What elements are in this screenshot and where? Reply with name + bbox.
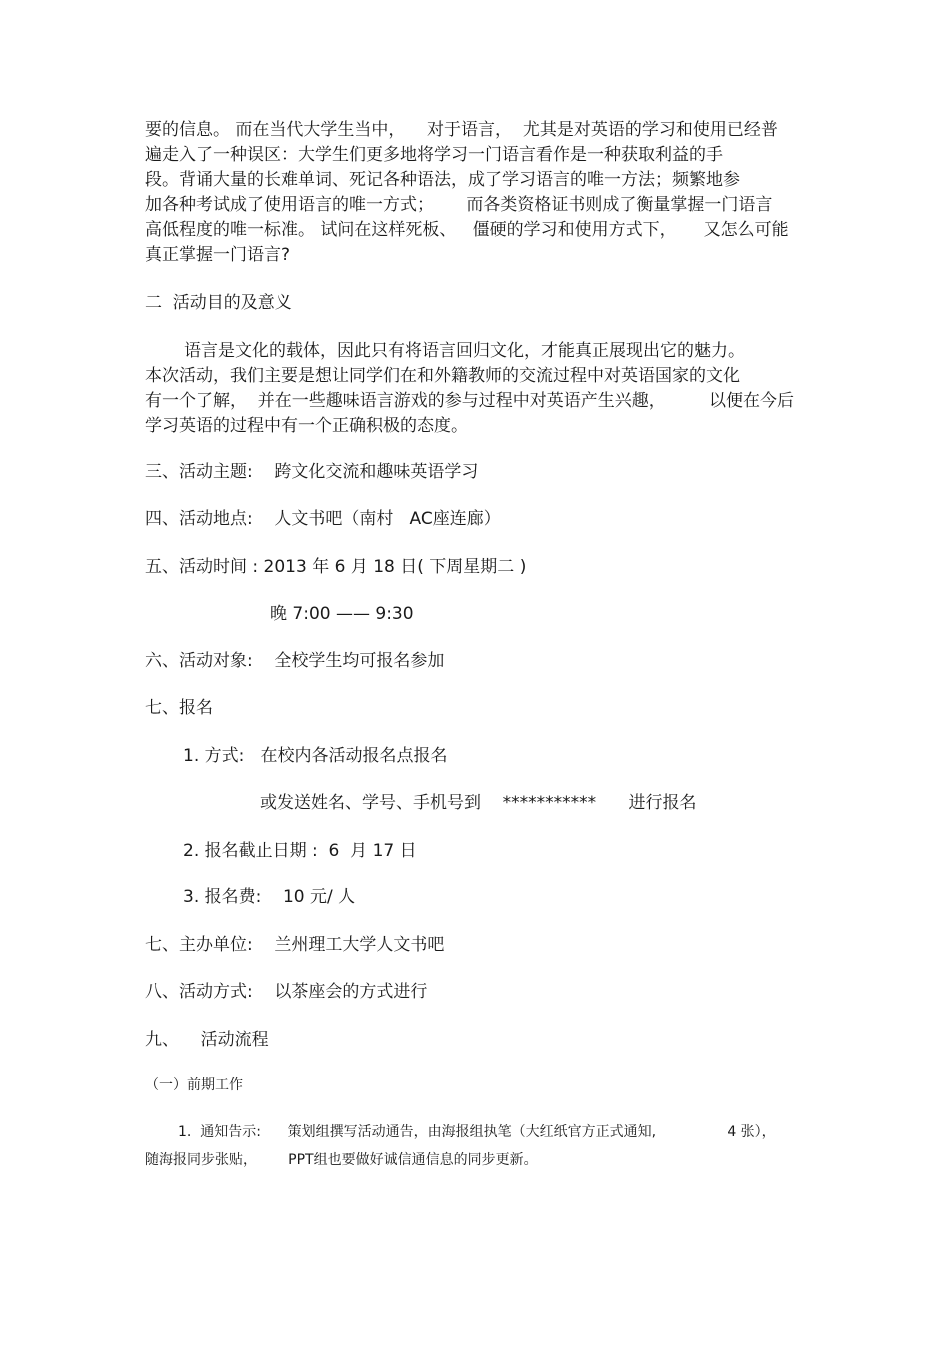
prep-heading: （一）前期工作 [145, 1077, 243, 1093]
item-process: 九、 活动流程 [145, 1030, 269, 1050]
signup-method: 1. 方式: 在校内各活动报名点报名 [183, 746, 448, 766]
intro-line-6: 真正掌握一门语言? [145, 245, 291, 265]
section2-heading: 二 活动目的及意义 [145, 293, 292, 313]
item-time: 晚 7:00 —— 9:30 [270, 604, 414, 624]
item-location: 四、活动地点: 人文书吧（南村 AC座连廊） [145, 509, 501, 529]
prep-line-2: 随海报同步张贴， PPT组也要做好诚信通信息的同步更新。 [145, 1152, 538, 1168]
section2-line-4: 学习英语的过程中有一个正确积极的态度。 [145, 416, 468, 436]
section2-line-1: 语言是文化的载体，因此只有将语言回归文化，才能真正展现出它的魅力。 [184, 341, 745, 361]
item-theme: 三、活动主题: 跨文化交流和趣味英语学习 [145, 462, 479, 482]
intro-line-4: 加各种考试成了使用语言的唯一方式； 而各类资格证书则成了衡量掌握一门语言 [145, 195, 773, 215]
signup-deadline: 2. 报名截止日期 : 6 月 17 日 [183, 841, 417, 861]
signup-fee: 3. 报名费: 10 元/ 人 [183, 887, 356, 907]
section2-line-3: 有一个了解， 并在一些趣味语言游戏的参与过程中对英语产生兴趣， 以便在今后 [145, 391, 795, 411]
prep-line-1: 1. 通知告示: 策划组撰写活动通告，由海报组执笔（大红纸官方正式通知, 4 张）， [178, 1124, 776, 1140]
intro-line-3: 段。背诵大量的长难单词、死记各种语法，成了学习语言的唯一方法；频繁地参 [145, 170, 740, 190]
intro-line-5: 高低程度的唯一标准。 试问在这样死板、 僵硬的学习和使用方式下， 又怎么可能 [145, 220, 789, 240]
item-audience: 六、活动对象: 全校学生均可报名参加 [145, 651, 445, 671]
intro-line-1: 要的信息。 而在当代大学生当中， 对于语言， 尤其是对英语的学习和使用已经普 [145, 120, 778, 140]
signup-alt: 或发送姓名、学号、手机号到 *********** 进行报名 [260, 793, 697, 813]
intro-line-2: 遍走入了一种误区：大学生们更多地将学习一门语言看作是一种获取利益的手 [145, 145, 723, 165]
item-format: 八、活动方式: 以茶座会的方式进行 [145, 982, 428, 1002]
item-date: 五、活动时间 : 2013 年 6 月 18 日( 下周星期二 ) [145, 557, 527, 577]
item-organizer: 七、主办单位: 兰州理工大学人文书吧 [145, 935, 445, 955]
section2-line-2: 本次活动，我们主要是想让同学们在和外籍教师的交流过程中对英语国家的文化 [145, 366, 740, 386]
signup-heading: 七、报名 [145, 698, 213, 718]
